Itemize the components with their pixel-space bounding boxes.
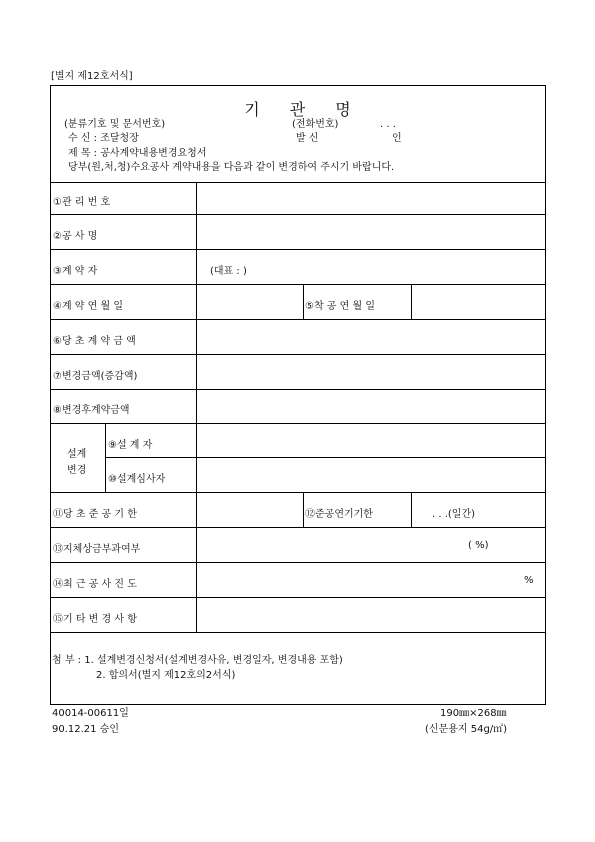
label-design-group-2: 변경 [67, 465, 87, 476]
phone-dots: . . . [380, 119, 396, 130]
label-extended-completion: ⑫준공연기기한 [305, 509, 373, 520]
label-design-reviewer: ⑩설계심사자 [108, 474, 166, 485]
delay-penalty-percent: ( %) [468, 540, 489, 551]
progress-percent: % [524, 575, 534, 586]
form-label: [별지 제12호서식] [51, 71, 133, 82]
label-recent-progress: ⑭최 근 공 사 진 도 [53, 579, 137, 590]
request-text: 당부(원,처,청)수요공사 계약내용을 다음과 같이 변경하여 주시기 바랍니다. [68, 162, 395, 173]
label-design-group-1: 설계 [67, 449, 87, 460]
footer-approval: 90.12.21 승인 [52, 724, 120, 735]
label-contract-date: ④계 약 연 월 일 [53, 301, 123, 312]
extension-days-value: . . .(일간) [432, 509, 476, 520]
label-original-completion: ⑪당 초 준 공 기 한 [53, 509, 137, 520]
label-contractor: ③계 약 자 [53, 266, 98, 277]
footer-size: 190㎜×268㎜ [440, 708, 507, 719]
attachment-line-1: 첨 부 : 1. 설계변경신청서(설계변경사유, 변경일자, 변경내용 포함) [52, 655, 343, 666]
page-title [0, 97, 595, 120]
label-change-amount: ⑦변경금액(증감액) [53, 371, 138, 382]
label-start-date: ⑤착 공 연 월 일 [305, 301, 375, 312]
sender-label: 발 신 [296, 133, 319, 144]
phone-label: (전화번호) [292, 119, 339, 130]
title-char-2: 관 [289, 100, 306, 119]
label-original-amount: ⑥당 초 계 약 금 액 [53, 336, 136, 347]
recipient-label: 수 신 : 조달청장 [68, 133, 139, 144]
footer-code: 40014-00611일 [52, 708, 129, 719]
label-amended-amount: ⑧변경후계약금액 [53, 405, 130, 416]
contractor-representative: (대표 : ) [210, 266, 247, 277]
attachment-line-2: 2. 합의서(별지 제12호의2서식) [96, 670, 236, 681]
label-project-name: ②공 사 명 [53, 231, 98, 242]
doc-number-label: (분류기호 및 문서번호) [64, 119, 166, 130]
form-table [50, 182, 546, 632]
label-other-changes: ⑮기 타 변 경 사 항 [53, 614, 137, 625]
footer-paper: (신문용지 54g/㎡) [425, 724, 508, 735]
subject-label: 제 목 : 공사계약내용변경요청서 [68, 148, 207, 159]
seal-label: 인 [392, 133, 402, 144]
label-delay-penalty: ⑬지체상금부과여부 [53, 544, 141, 555]
label-designer: ⑨설 계 자 [108, 440, 153, 451]
title-char-3: 명 [335, 100, 351, 119]
label-management-number: ①관 리 번 호 [53, 197, 111, 208]
title-char-1: 기 [244, 100, 260, 119]
